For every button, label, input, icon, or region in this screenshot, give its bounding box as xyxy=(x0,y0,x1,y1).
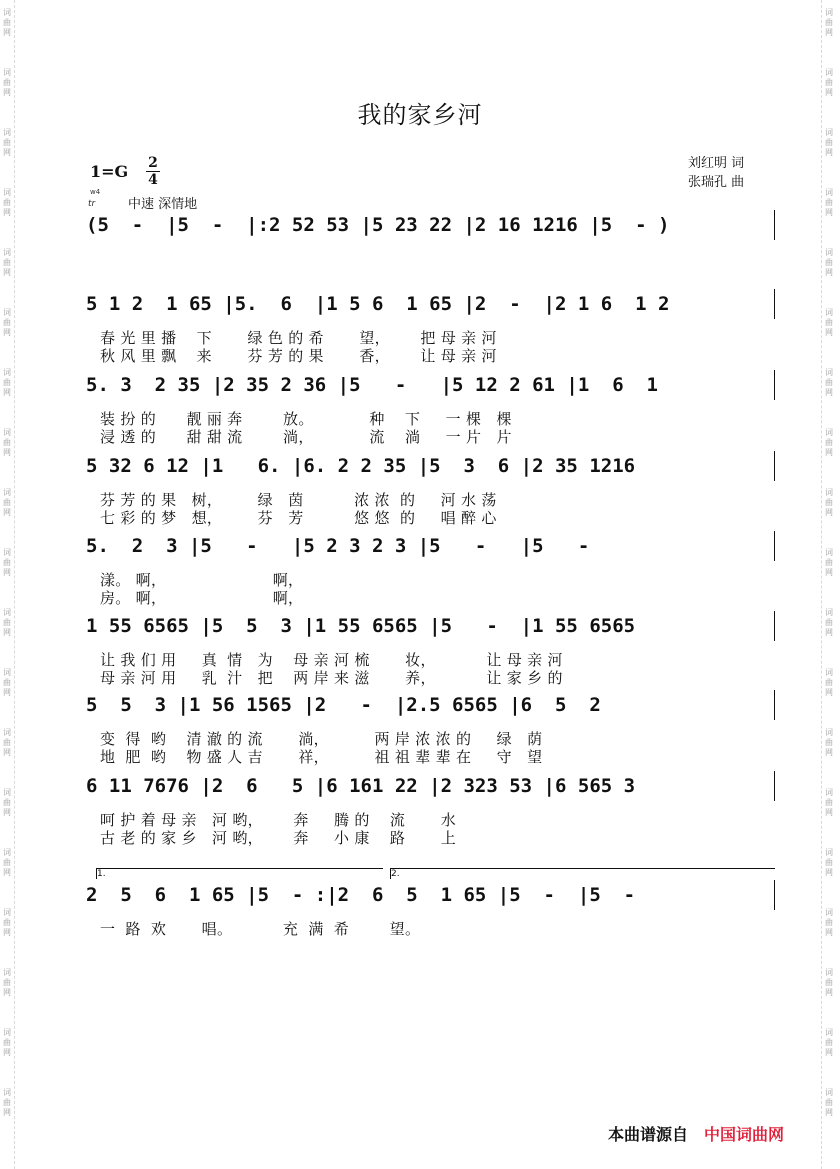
barline xyxy=(774,880,775,910)
score-row xyxy=(86,611,776,687)
watermark-glyphs: 词 曲 网 xyxy=(3,68,11,97)
barline xyxy=(774,771,775,801)
lyric-verse-1: 芬 芳 的 果 树， 绿 茵 浓 浓 的 河 水 荡 xyxy=(100,491,497,509)
watermark-glyphs: 词 曲 网 xyxy=(825,188,833,217)
lyric-verse-1: 装 扮 的 靓 丽 奔 放。 种 下 一 棵 棵 xyxy=(100,410,512,428)
watermark-glyphs: 词 曲 网 xyxy=(3,788,11,817)
barline xyxy=(774,611,775,641)
watermark-glyphs: 词 曲 网 xyxy=(825,1088,833,1117)
barline xyxy=(774,289,775,319)
notation-line: 5. 2 3 |5 - |5 2 3 2 3 |5 - |5 - xyxy=(86,535,590,557)
watermark-glyphs: 词 曲 网 xyxy=(825,968,833,997)
score-row xyxy=(86,531,776,607)
watermark-glyphs: 词 曲 网 xyxy=(825,908,833,937)
source-site-link[interactable]: 中国词曲网 xyxy=(704,1125,785,1144)
notation-line: 6 11 7676 |2 6 5 |6 161 22 |2 323 53 |6 565 3 xyxy=(86,775,636,797)
tempo-text: 中速 深情地 xyxy=(128,197,198,212)
lyric-verse-2: 七 彩 的 梦 想， 芬 芳 悠 悠 的 唱 醉 心 xyxy=(100,509,497,527)
watermark-glyphs: 词 曲 网 xyxy=(825,728,833,757)
notation-line: 5. 3 2 35 |2 35 2 36 |5 - |5 12 2 61 |1 6 1 xyxy=(86,374,658,396)
watermark-glyphs: 词 曲 网 xyxy=(3,1028,11,1057)
watermark-glyphs: 词 曲 网 xyxy=(825,488,833,517)
score-row xyxy=(86,771,776,847)
tempo-mark-small: w4 xyxy=(90,188,101,196)
meter-top: 2 xyxy=(148,155,158,171)
watermark-glyphs: 词 曲 网 xyxy=(3,488,11,517)
watermark-glyphs: 词 曲 网 xyxy=(3,8,11,37)
score-row xyxy=(86,451,776,527)
barline xyxy=(774,690,775,720)
watermark-glyphs: 词 曲 网 xyxy=(3,188,11,217)
watermark-glyphs: 词 曲 网 xyxy=(3,308,11,337)
watermark-glyphs: 词 曲 网 xyxy=(3,1088,11,1117)
watermark-glyphs: 词 曲 网 xyxy=(825,548,833,577)
tempo-mark-tr: tr xyxy=(88,199,96,209)
lyric-verse-2: 母 亲 河 用 乳 汁 把 两 岸 来 滋 养， 让 家 乡 的 xyxy=(100,669,563,687)
score-row xyxy=(86,210,776,240)
watermark-glyphs: 词 曲 网 xyxy=(825,308,833,337)
watermark-glyphs: 词 曲 网 xyxy=(3,548,11,577)
watermark-glyphs: 词 曲 网 xyxy=(825,248,833,277)
watermark-glyphs: 词 曲 网 xyxy=(825,608,833,637)
time-signature xyxy=(146,156,160,187)
watermark-glyphs: 词 曲 网 xyxy=(3,908,11,937)
watermark-glyphs: 词 曲 网 xyxy=(3,608,11,637)
lyric-verse-1: 呵 护 着 母 亲 河 哟， 奔 腾 的 流 水 xyxy=(100,811,457,829)
notation-line: 1 55 6565 |5 5 3 |1 55 6565 |5 - |1 55 6565 xyxy=(86,615,636,637)
watermark-glyphs: 词 曲 网 xyxy=(825,1028,833,1057)
first-ending-bracket: 1. xyxy=(96,868,383,879)
watermark-glyphs: 词 曲 网 xyxy=(825,8,833,37)
lyric-verse-2: 浸 透 的 甜 甜 流 淌， 流 淌 一 片 片 xyxy=(100,428,512,446)
watermark-glyphs: 词 曲 网 xyxy=(3,848,11,877)
watermark-glyphs: 词 曲 网 xyxy=(3,428,11,457)
meter-bottom: 4 xyxy=(148,172,158,188)
lyric-verse-1: 春 光 里 播 下 绿 色 的 希 望， 把 母 亲 河 xyxy=(100,329,497,347)
watermark-glyphs: 词 曲 网 xyxy=(3,248,11,277)
watermark-glyphs: 词 曲 网 xyxy=(825,368,833,397)
watermark-glyphs: 词 曲 网 xyxy=(825,428,833,457)
lyric-verse-2: 秋 风 里 飘 来 芬 芳 的 果 香， 让 母 亲 河 xyxy=(100,347,497,365)
right-watermark-strip xyxy=(821,0,840,1169)
notation-line: 5 5 3 |1 56 1565 |2 - |2.5 6565 |6 5 2 xyxy=(86,694,601,716)
source-footer xyxy=(608,1122,784,1145)
watermark-glyphs: 词 曲 网 xyxy=(825,668,833,697)
watermark-glyphs: 词 曲 网 xyxy=(3,668,11,697)
lyric-verse-1: 漾。 啊， 啊， xyxy=(100,571,304,589)
lyric-verse-2: 古 老 的 家 乡 河 哟， 奔 小 康 路 上 xyxy=(100,829,457,847)
watermark-glyphs: 词 曲 网 xyxy=(825,68,833,97)
score-row xyxy=(86,690,776,766)
barline xyxy=(774,531,775,561)
watermark-glyphs: 词 曲 网 xyxy=(825,848,833,877)
watermark-glyphs: 词 曲 网 xyxy=(3,728,11,757)
notation-line: 5 32 6 12 |1 6. |6. 2 2 35 |5 3 6 |2 35 1216 xyxy=(86,455,636,477)
lyric-verse-1: 变 得 哟 清 澈 的 流 淌， 两 岸 浓 浓 的 绿 荫 xyxy=(100,730,543,748)
lyric-verse-2: 房。 啊， 啊， xyxy=(100,589,304,607)
watermark-glyphs: 词 曲 网 xyxy=(825,788,833,817)
watermark-glyphs: 词 曲 网 xyxy=(3,368,11,397)
barline xyxy=(774,370,775,400)
notation-line: 2 5 6 1 65 |5 - :|2 6 5 1 65 |5 - |5 - xyxy=(86,884,636,906)
score-row xyxy=(86,880,776,938)
barline xyxy=(774,210,775,240)
score-row xyxy=(86,289,776,365)
score-row xyxy=(86,370,776,446)
lyric-verse-1: 让 我 们 用 真 情 为 母 亲 河 梳 妆， 让 母 亲 河 xyxy=(100,651,563,669)
second-ending-bracket: 2. xyxy=(390,868,775,879)
source-label: 本曲谱源自 xyxy=(608,1125,689,1144)
song-title: 我的家乡河 xyxy=(357,101,483,129)
left-watermark-strip xyxy=(0,0,15,1169)
barline xyxy=(774,451,775,481)
lyric-verse-2: 地 肥 哟 物 盛 人 吉 祥， 祖 祖 辈 辈 在 守 望 xyxy=(100,748,543,766)
watermark-glyphs: 词 曲 网 xyxy=(3,128,11,157)
notation-line: (5 - |5 - |:2 52 53 |5 23 22 |2 16 1216 |5 - ) xyxy=(86,214,670,236)
key-signature: 1=G xyxy=(90,162,129,181)
watermark-glyphs: 词 曲 网 xyxy=(3,968,11,997)
notation-line: 5 1 2 1 65 |5. 6 |1 5 6 1 65 |2 - |2 1 6 1 2 xyxy=(86,293,670,315)
watermark-glyphs: 词 曲 网 xyxy=(825,128,833,157)
composer-credit: 张瑞孔 曲 xyxy=(688,175,745,190)
lyric-verse-1: 一 路 欢 唱。 充 满 希 望。 xyxy=(100,920,421,938)
lyricist-credit: 刘红明 词 xyxy=(688,156,745,171)
